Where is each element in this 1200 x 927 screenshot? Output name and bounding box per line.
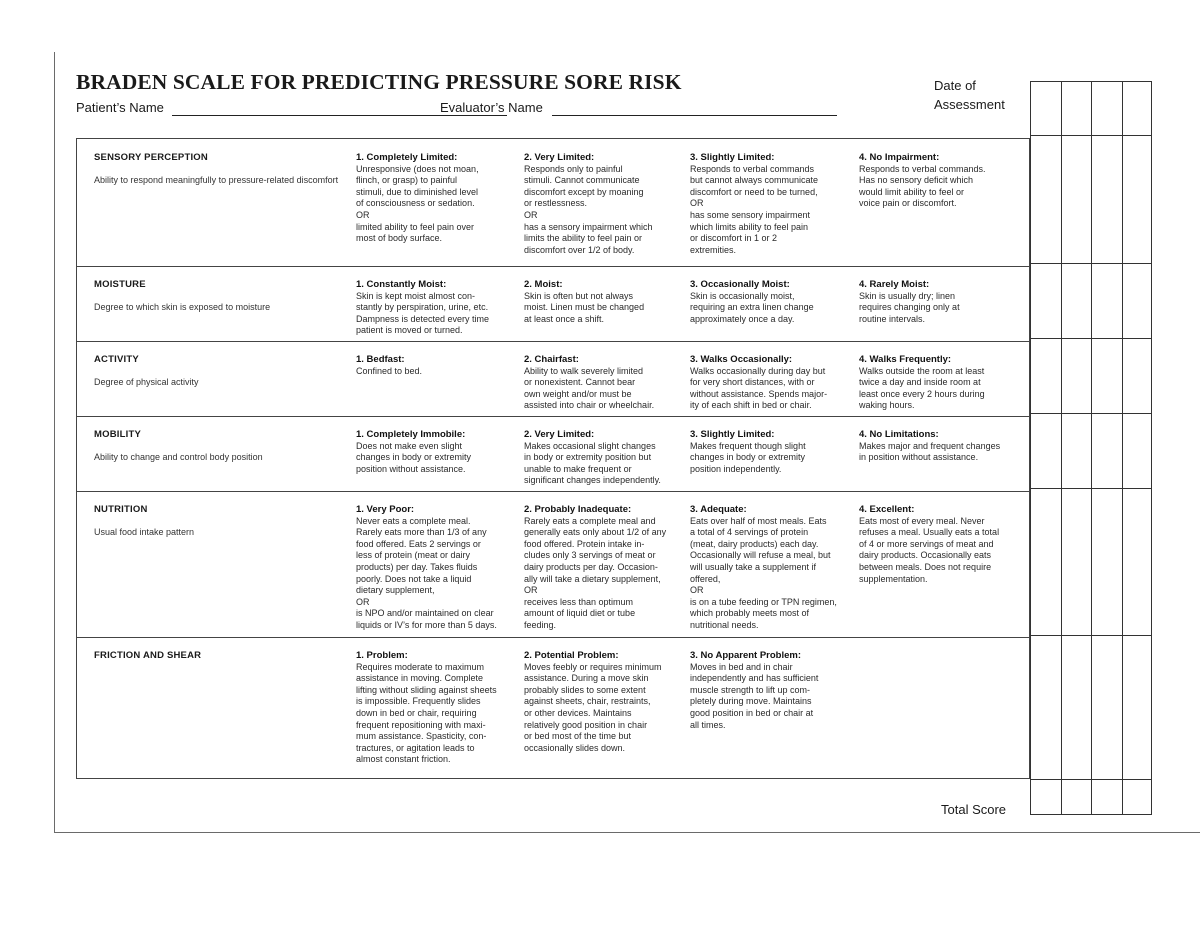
score-grid-row-divider	[1031, 488, 1151, 489]
category-cell	[94, 650, 344, 673]
braden-scale-table	[76, 138, 1030, 779]
score-grid-row-divider	[1031, 779, 1151, 780]
row-friction-and-shear	[77, 637, 1029, 778]
level-title: 2. Probably Inadequate:	[524, 504, 632, 515]
evaluator-name-label: Evaluator’s Name	[440, 100, 543, 115]
level-cell-3	[690, 650, 854, 731]
level-title: 1. Completely Limited:	[356, 152, 458, 163]
category-cell	[94, 504, 344, 539]
level-title: 1. Problem:	[356, 650, 408, 661]
level-title: 2. Potential Problem:	[524, 650, 619, 661]
level-description: Eats most of every meal. Never refuses a meal. Usually eats a total of 4 or more servings of meat and dairy products. Occasionally eats between meals. Does not require supplementation.	[859, 515, 1000, 584]
page-title: BRADEN SCALE FOR PREDICTING PRESSURE SORE RISK	[76, 70, 682, 94]
level-description: Skin is often but not always moist. Linen must be changed at least once a shift.	[524, 290, 645, 324]
level-cell-2	[524, 429, 682, 487]
category-cell	[94, 429, 344, 464]
level-description: Eats over half of most meals. Eats a total of 4 servings of protein (meat, dairy products) each day. Occasionally will refuse a meal, but will usually take a supplement if offered, OR is on a tube feeding or TPN regimen, which probably meets most of nutritional needs.	[690, 515, 837, 630]
level-title: 2. Very Limited:	[524, 429, 595, 440]
level-description: Never eats a complete meal. Rarely eats more than 1/3 of any food offered. Eats 2 servings or less of protein (meat or dairy products) per day. Takes fluids poorly. Does not take a liquid dietary supplement, OR is NPO and/or maintained on clear liquids or IV’s for more than 5 days.	[356, 515, 497, 630]
level-title: 1. Constantly Moist:	[356, 279, 447, 290]
category-description: Degree of physical activity	[94, 377, 199, 387]
score-grid-col-divider	[1122, 82, 1123, 814]
level-cell-2	[524, 354, 682, 412]
category-cell	[94, 152, 344, 187]
level-cell-1	[356, 354, 516, 377]
level-title: 2. Chairfast:	[524, 354, 579, 365]
evaluator-name-line[interactable]	[552, 115, 837, 116]
level-cell-3	[690, 279, 854, 325]
category-name: MOBILITY	[94, 429, 141, 440]
level-description: Rarely eats a complete meal and generally eats only about 1/2 of any food offered. Protein intake in- cludes only 3 servings of meat or dairy products per day. Occasion- ally will take a dietary supplement, OR receives less than optimum amount of liquid diet or tube feeding.	[524, 515, 667, 630]
patient-name-line[interactable]	[172, 115, 507, 116]
level-title: 3. Slightly Limited:	[690, 429, 775, 440]
level-description: Skin is kept moist almost con- stantly by perspiration, urine, etc. Dampness is detected every time patient is moved or turned.	[356, 290, 490, 336]
level-title: 1. Very Poor:	[356, 504, 415, 515]
level-title: 3. Adequate:	[690, 504, 747, 515]
level-cell-4	[859, 152, 1019, 210]
total-score-label: Total Score	[941, 802, 1007, 817]
row-activity	[77, 341, 1029, 417]
level-description: Requires moderate to maximum assistance in moving. Complete lifting without sliding against sheets is impossible. Frequently slides down in bed or chair, requiring frequent repositioning with maxi- mum assistance. Spasticity, con- tractures, or agitation leads to almost constant friction.	[356, 661, 497, 765]
level-title: 4. No Limitations:	[859, 429, 939, 440]
level-cell-3	[690, 429, 854, 475]
score-grid-row-divider	[1031, 635, 1151, 636]
patient-name-field[interactable]	[76, 100, 164, 115]
level-description: Responds only to painful stimuli. Cannot communicate discomfort except by moaning or restlessness. OR has a sensory impairment which limits the ability to feel pain or discomfort over 1/2 of body.	[524, 163, 653, 255]
level-cell-1	[356, 504, 516, 632]
level-description: Walks occasionally during day but for very short distances, with or without assistance. Spends major- ity of each shift in bed or chair.	[690, 365, 828, 411]
level-cell-4	[859, 279, 1019, 325]
level-description: Makes major and frequent changes in position without assistance.	[859, 440, 1001, 463]
level-description: Does not make even slight changes in body or extremity position without assistance.	[356, 440, 472, 474]
score-grid-row-divider	[1031, 338, 1151, 339]
date-label-line-2: Assessment	[934, 97, 1005, 112]
score-grid-row-divider	[1031, 263, 1151, 264]
score-grid-row-divider	[1031, 135, 1151, 136]
level-title: 2. Very Limited:	[524, 152, 595, 163]
patient-name-label: Patient’s Name	[76, 100, 164, 115]
level-cell-2	[524, 650, 682, 754]
row-sensory-perception	[77, 139, 1029, 267]
level-title: 3. Walks Occasionally:	[690, 354, 793, 365]
level-title: 4. Rarely Moist:	[859, 279, 930, 290]
level-description: Unresponsive (does not moan, flinch, or grasp) to painful stimuli, due to diminished level of consciousness or sedation. OR limited ability to feel pain over most of body surface.	[356, 163, 479, 244]
level-cell-1	[356, 650, 516, 766]
category-description: Ability to change and control body position	[94, 452, 263, 462]
level-description: Confined to bed.	[356, 365, 423, 376]
level-description: Skin is occasionally moist, requiring an extra linen change approximately once a day.	[690, 290, 814, 324]
date-of-assessment-label	[934, 76, 1024, 114]
level-description: Responds to verbal commands. Has no sensory deficit which would limit ability to feel or voice pain or discomfort.	[859, 163, 986, 209]
level-description: Responds to verbal commands but cannot always communicate discomfort or need to be turned, OR has some sensory impairment which limits ability to feel pain or discomfort in 1 or 2 extremities.	[690, 163, 819, 255]
sheet-left-edge	[54, 52, 55, 833]
score-grid-col-divider	[1091, 82, 1092, 814]
level-description: Makes frequent though slight changes in body or extremity position independently.	[690, 440, 806, 474]
level-description: Makes occasional slight changes in body or extremity position but unable to make frequent or significant changes independently.	[524, 440, 661, 486]
evaluator-name-field[interactable]	[440, 100, 543, 115]
level-title: 1. Completely Immobile:	[356, 429, 466, 440]
level-description: Walks outside the room at least twice a day and inside room at least once every 2 hours during waking hours.	[859, 365, 985, 411]
score-grid-row-divider	[1031, 413, 1151, 414]
score-grid	[1030, 81, 1152, 815]
level-title: 2. Moist:	[524, 279, 563, 290]
level-cell-4	[859, 354, 1019, 412]
level-title: 3. No Apparent Problem:	[690, 650, 802, 661]
level-cell-1	[356, 152, 516, 245]
category-description: Degree to which skin is exposed to moisture	[94, 302, 271, 312]
level-cell-1	[356, 429, 516, 475]
level-cell-4	[859, 504, 1019, 585]
level-title: 4. No Impairment:	[859, 152, 940, 163]
row-mobility	[77, 416, 1029, 492]
category-cell	[94, 279, 344, 314]
category-name: SENSORY PERCEPTION	[94, 152, 208, 163]
level-cell-1	[356, 279, 516, 337]
level-cell-2	[524, 152, 682, 256]
level-cell-3	[690, 504, 854, 632]
level-title: 4. Excellent:	[859, 504, 915, 515]
level-cell-3	[690, 354, 854, 412]
category-name: FRICTION AND SHEAR	[94, 650, 202, 661]
category-name: MOISTURE	[94, 279, 146, 290]
level-cell-2	[524, 279, 682, 325]
category-description: Usual food intake pattern	[94, 527, 195, 537]
category-name: ACTIVITY	[94, 354, 139, 365]
level-cell-4	[859, 429, 1019, 464]
level-title: 4. Walks Frequently:	[859, 354, 952, 365]
row-nutrition	[77, 491, 1029, 638]
level-description: Ability to walk severely limited or nonexistent. Cannot bear own weight and/or must be assisted into chair or wheelchair.	[524, 365, 655, 411]
sheet-bottom-edge	[54, 832, 1200, 833]
level-cell-2	[524, 504, 682, 632]
row-moisture	[77, 266, 1029, 342]
level-title: 1. Bedfast:	[356, 354, 405, 365]
date-label-line-1: Date of	[934, 78, 976, 93]
category-name: NUTRITION	[94, 504, 148, 515]
level-title: 3. Occasionally Moist:	[690, 279, 790, 290]
level-description: Skin is usually dry; linen requires changing only at routine intervals.	[859, 290, 960, 324]
score-grid-col-divider	[1061, 82, 1062, 814]
category-description: Ability to respond meaningfully to pressure-related discomfort	[94, 175, 339, 185]
level-title: 3. Slightly Limited:	[690, 152, 775, 163]
level-description: Moves feebly or requires minimum assistance. During a move skin probably slides to some extent against sheets, chair, restraints, or other devices. Maintains relatively good position in chair or bed most of the time but occasionally slides down.	[524, 661, 662, 753]
level-cell-3	[690, 152, 854, 256]
level-description: Moves in bed and in chair independently and has sufficient muscle strength to lift up com- pletely during move. Maintains good position in bed or chair at all times.	[690, 661, 819, 730]
category-cell	[94, 354, 344, 389]
